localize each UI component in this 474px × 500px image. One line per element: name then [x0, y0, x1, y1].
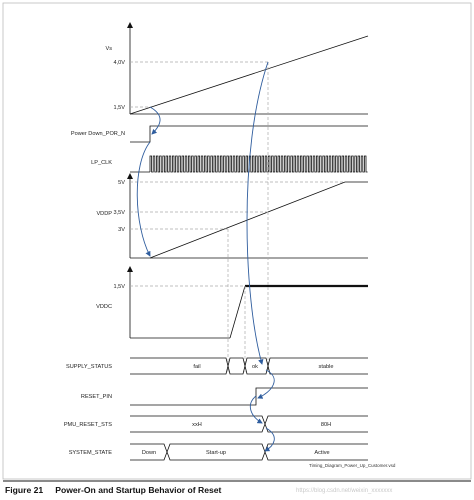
arrow-por-to-vddp — [137, 142, 150, 256]
vs-ramp — [130, 36, 368, 114]
vddp-3v-label: 3V — [118, 227, 125, 233]
supply-stable-value: stable — [318, 364, 334, 370]
system-state-waveform — [130, 444, 368, 460]
reset-pin-waveform — [130, 388, 368, 405]
pmu-reset-sts-waveform — [130, 416, 368, 432]
figure-title: Power-On and Startup Behavior of Reset — [55, 485, 222, 495]
vddp-label: VDDP — [96, 211, 112, 217]
arrow-vs-to-por — [150, 107, 160, 134]
vs-plot — [105, 22, 368, 114]
vddp-5v-label: 5V — [118, 180, 125, 186]
system-state-bus — [69, 444, 368, 460]
vs-1v5-label: 1,5V — [113, 105, 125, 111]
state-startup-value: Start-up — [206, 450, 226, 456]
figure-number: Figure 21 — [5, 485, 44, 495]
lp-clk-signal — [91, 156, 367, 172]
vddc-axis-arrow — [127, 266, 133, 272]
causal-arrows — [137, 62, 274, 451]
reset-pin-signal — [81, 388, 368, 405]
diagram-footnote: Timing_Diagram_Power_Up_Customer.vsd — [309, 463, 396, 468]
figure-caption — [5, 485, 221, 495]
vs-axis-arrow — [127, 22, 133, 28]
vddp-ramp — [150, 182, 368, 258]
vddc-ramp — [230, 286, 245, 338]
system-state-label: SYSTEM_STATE — [68, 450, 112, 456]
diagram-frame — [3, 3, 471, 479]
lp-clk-label: LP_CLK — [91, 160, 112, 166]
state-down-value: Down — [141, 450, 157, 456]
vs-4v-label: 4,0V — [113, 60, 125, 66]
supply-status-bus — [66, 358, 368, 374]
vddc-1v5-label: 1,5V — [113, 284, 125, 290]
vddp-axis-arrow — [127, 173, 133, 179]
supply-ok-value: ok — [252, 364, 258, 370]
watermark-text: https://blog.csdn.net/weixin_xxxxxxx — [296, 488, 393, 494]
vddc-label: VDDC — [96, 304, 112, 310]
vddc-plot — [96, 266, 368, 338]
power-down-signal — [71, 126, 368, 142]
supply-status-label: SUPPLY_STATUS — [65, 364, 112, 370]
supply-fail-value: fail — [193, 364, 201, 370]
vddp-3v5-label: 3,5V — [113, 210, 125, 216]
pmu-80-value: 80H — [320, 422, 332, 428]
pmu-reset-sts-bus — [64, 416, 368, 432]
reset-pin-label: RESET_PIN — [80, 394, 112, 400]
pmu-reset-sts-label: PMU_RESET_STS — [63, 422, 112, 428]
pmu-xx-value: xxH — [192, 422, 202, 428]
power-down-waveform — [130, 126, 368, 142]
power-down-label: Power Down_POR_N — [70, 131, 125, 137]
state-active-value: Active — [314, 450, 330, 456]
vs-label: Vs — [105, 46, 112, 52]
lp-clk-waveform — [150, 156, 368, 172]
